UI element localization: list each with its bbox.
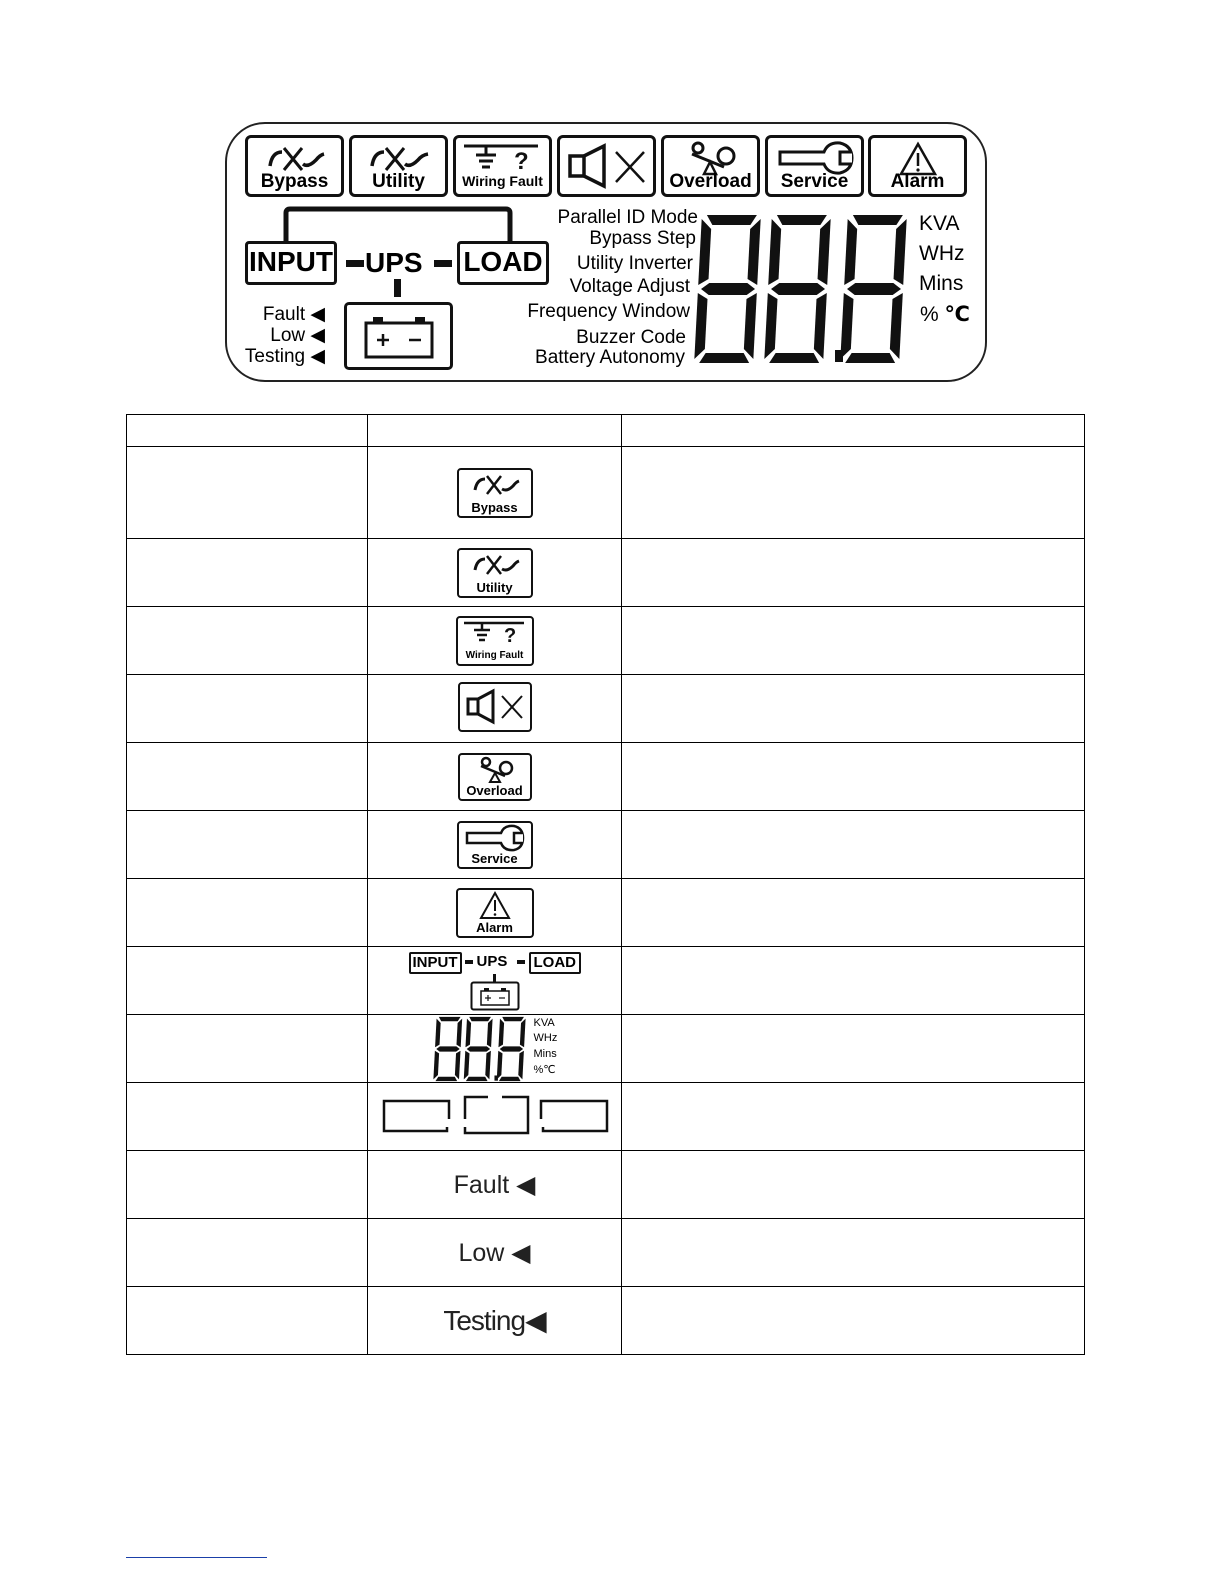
utility-icon xyxy=(457,548,533,598)
utility-indicator xyxy=(349,135,448,197)
description-cell xyxy=(622,811,1085,879)
unit-kva-small: KVA xyxy=(533,1016,555,1029)
description-cell xyxy=(622,607,1085,675)
unit-kva: KVA xyxy=(919,212,960,235)
speaker-mute-icon xyxy=(458,682,532,732)
description-cell xyxy=(622,675,1085,743)
description-cell xyxy=(622,1083,1085,1151)
header-cell xyxy=(368,415,622,447)
svg-text:?: ? xyxy=(503,624,516,647)
description-cell xyxy=(622,539,1085,607)
description-cell xyxy=(622,447,1085,539)
description-cell xyxy=(622,1287,1085,1355)
seven-segment-display xyxy=(693,213,915,365)
table-row xyxy=(127,743,1085,811)
table-row xyxy=(127,811,1085,879)
table-row xyxy=(127,539,1085,607)
flow-ups: UPS xyxy=(476,952,508,970)
testing-indicator: Testing ◀ xyxy=(244,346,325,367)
low-label: Low xyxy=(270,325,306,346)
unit-mins-small: Mins xyxy=(533,1047,557,1060)
description-cell xyxy=(622,743,1085,811)
speaker-mute-icon xyxy=(560,140,653,196)
description-cell xyxy=(622,1015,1085,1083)
alarm-indicator xyxy=(868,135,967,197)
power-flow-icon xyxy=(409,950,581,1012)
bypass-label: Bypass xyxy=(260,171,329,192)
mode-voltage-adjust: Voltage Adjust xyxy=(569,276,690,297)
ups-indicator: UPS xyxy=(365,247,423,278)
table-row xyxy=(127,1015,1085,1083)
header-cell xyxy=(127,415,368,447)
description-cell xyxy=(622,1219,1085,1287)
wiring-fault-label: Wiring Fault xyxy=(462,173,543,189)
unit-pct: % xyxy=(920,303,939,326)
wiring-fault-icon xyxy=(456,616,534,666)
service-icon xyxy=(457,821,533,869)
fault-label: Fault xyxy=(262,304,306,325)
unit-pct-degc-small xyxy=(534,1063,556,1077)
unit-whz: WHz xyxy=(919,242,965,265)
battery-icon xyxy=(347,305,450,367)
overload-indicator xyxy=(661,135,760,197)
service-label: Service xyxy=(780,171,849,192)
battery-icon xyxy=(470,981,520,1011)
service-indicator xyxy=(765,135,864,197)
table-row xyxy=(127,879,1085,947)
mode-utility-inverter: Utility Inverter xyxy=(576,253,693,274)
mode-buzzer-code: Buzzer Code xyxy=(576,327,686,348)
alarm-icon xyxy=(456,888,534,938)
bypass-icon-label: Bypass xyxy=(471,499,518,515)
table-row xyxy=(127,1151,1085,1219)
table-header xyxy=(127,415,1085,447)
input-indicator: INPUT xyxy=(245,241,337,285)
table-row xyxy=(127,675,1085,743)
description-cell xyxy=(622,947,1085,1015)
unit-whz-small: WHz xyxy=(533,1031,558,1044)
overload-icon-label: Overload xyxy=(466,782,523,798)
description-cell xyxy=(622,1151,1085,1219)
unit-mins: Mins xyxy=(919,272,964,295)
svg-text:?: ? xyxy=(514,148,529,175)
mode-frequency-window: Frequency Window xyxy=(527,301,690,322)
wiring-fault-icon-label: Wiring Fault xyxy=(465,649,524,661)
load-indicator: LOAD xyxy=(457,241,549,285)
flow-load: LOAD xyxy=(529,952,582,974)
low-indicator: Low ◀ xyxy=(270,325,325,346)
table-row xyxy=(127,607,1085,675)
table-row xyxy=(127,947,1085,1015)
utility-label: Utility xyxy=(372,171,425,192)
wiring-fault-indicator xyxy=(453,135,552,197)
utility-icon-label: Utility xyxy=(476,579,513,595)
header-cell xyxy=(622,415,1085,447)
unit-degc-small: ℃ xyxy=(543,1063,556,1076)
seven-segment-icon xyxy=(431,1016,531,1082)
fault-indicator: Fault ◀ xyxy=(262,304,325,325)
mode-parallel-id: Parallel ID Mode xyxy=(557,207,698,228)
mode-bypass-step: Bypass Step xyxy=(589,228,696,249)
table-row xyxy=(127,1083,1085,1151)
low-indicator-sample: Low ◀ xyxy=(458,1238,531,1267)
digit-display-icon xyxy=(431,1016,559,1082)
description-cell xyxy=(622,879,1085,947)
overload-label: Overload xyxy=(669,171,752,192)
bypass-icon xyxy=(457,468,533,518)
low-sample-label: Low xyxy=(458,1238,505,1267)
segment-bars-icon xyxy=(381,1093,609,1135)
battery-indicator xyxy=(344,302,453,370)
unit-degc: ℃ xyxy=(944,303,970,326)
table-row xyxy=(127,447,1085,539)
service-icon-label: Service xyxy=(471,850,518,866)
table-row xyxy=(127,1287,1085,1355)
mute-indicator xyxy=(557,135,656,197)
footnote-rule xyxy=(126,1557,267,1558)
unit-pct-small: % xyxy=(533,1063,544,1076)
testing-label: Testing xyxy=(244,346,306,367)
overload-icon xyxy=(458,753,532,801)
testing-sample-label: Testing xyxy=(443,1305,526,1336)
icon-description-table xyxy=(126,414,1085,1355)
bypass-indicator xyxy=(245,135,344,197)
table-row xyxy=(127,1219,1085,1287)
flow-input: INPUT xyxy=(409,952,462,974)
fault-indicator-sample: Fault ◀ xyxy=(453,1170,536,1199)
fault-sample-label: Fault xyxy=(453,1170,510,1199)
alarm-label: Alarm xyxy=(890,171,945,192)
alarm-icon-label: Alarm xyxy=(476,919,513,935)
unit-pct-degc xyxy=(920,303,970,327)
testing-indicator-sample: Testing◀ xyxy=(443,1305,546,1336)
mode-battery-autonomy: Battery Autonomy xyxy=(535,347,685,368)
